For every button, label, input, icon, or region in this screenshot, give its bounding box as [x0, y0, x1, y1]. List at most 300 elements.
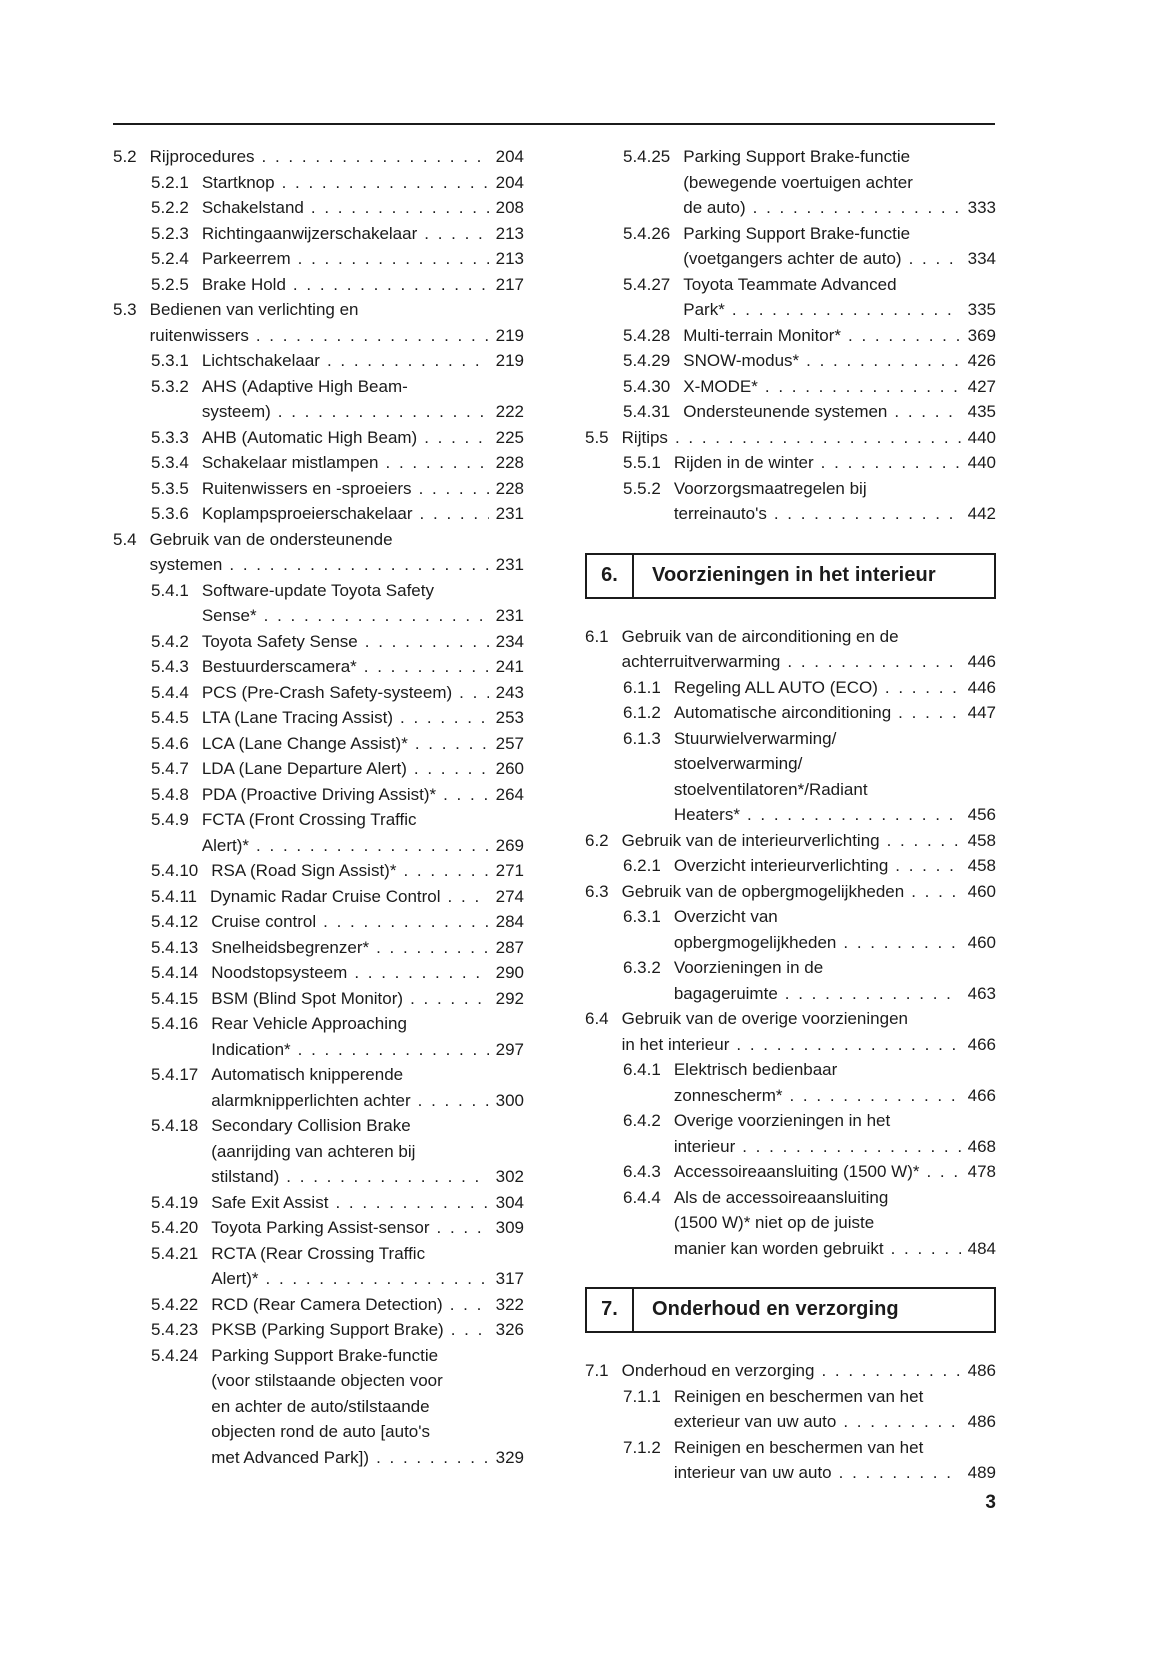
toc-entry-page: 333 [967, 198, 996, 217]
dot-leader [742, 1134, 960, 1160]
toc-entry-number: 5.2.4 [151, 249, 189, 268]
toc-entry-page: 460 [967, 881, 996, 901]
toc-entry-title: Gebruik van de interieurverlichting [621, 830, 880, 850]
dot-leader [365, 629, 489, 655]
toc-entry-page: 427 [967, 376, 996, 396]
toc-entry-last-line [211, 1317, 524, 1343]
toc-entry-number: 5.2.2 [151, 198, 189, 217]
toc-entry-title: (voetgangers achter de auto) [683, 249, 902, 268]
toc-entry-last-line [202, 195, 524, 221]
toc-entry-number: 6.1.1 [623, 677, 661, 697]
toc-entry-page: 466 [967, 1034, 996, 1054]
toc-entry-number: 5.4.18 [151, 1116, 199, 1135]
toc-entry-number: 5.4.19 [151, 1192, 199, 1212]
toc-entry-last-line [202, 833, 524, 859]
toc-entry-page: 335 [967, 300, 996, 319]
toc-entry-title-line: Parking Support Brake-functie [683, 223, 911, 243]
toc-entry-5-4-3 [113, 654, 524, 680]
toc-entry-page: 447 [967, 703, 996, 722]
toc-entry-page: 225 [495, 427, 524, 447]
toc-entry-page: 271 [495, 861, 524, 880]
toc-entry-number: 5.4.22 [151, 1294, 199, 1314]
section-number: 7. [587, 1289, 634, 1331]
toc-entry-title-line: Gebruik van de overige voorzieningen [621, 1009, 908, 1028]
toc-entry-number: 5.4.7 [151, 759, 189, 778]
toc-entry-title: Automatische airconditioning [673, 703, 892, 722]
toc-entry-title: interieur [673, 1136, 736, 1156]
toc-entry-last-line [202, 272, 524, 298]
header-rule [113, 123, 995, 125]
toc-entry-page: 317 [495, 1269, 524, 1288]
toc-entry-page: 204 [495, 147, 524, 166]
dot-leader [364, 654, 489, 680]
toc-entry-title-line: Software-update Toyota Safety [201, 580, 434, 600]
toc-entry-title-line: Rear Vehicle Approaching [211, 1014, 407, 1033]
toc-entry-5-4-13 [113, 935, 524, 961]
toc-entry-page: 204 [495, 172, 524, 192]
toc-entry-last-line [683, 246, 996, 272]
toc-entry-title-block [211, 858, 524, 884]
toc-entry-title-block [211, 1241, 524, 1292]
dot-leader [376, 1445, 489, 1471]
toc-entry-number: 6.2.1 [623, 856, 661, 875]
toc-column-right [585, 144, 996, 1486]
toc-entry-5-4-4 [113, 680, 524, 706]
toc-entry-last-line [674, 981, 996, 1007]
toc-entry-5-2-5 [113, 272, 524, 298]
dot-leader [785, 981, 961, 1007]
toc-entry-title-block [211, 1215, 524, 1241]
toc-entry-5-2-2 [113, 195, 524, 221]
toc-entry-title: Bestuurderscamera* [201, 657, 357, 676]
toc-entry-title-block [202, 374, 524, 425]
toc-entry-title-block [202, 731, 524, 757]
dot-leader [256, 323, 489, 349]
toc-entry-last-line [674, 501, 996, 527]
toc-entry-title-block [674, 853, 996, 879]
toc-entry-title-block [683, 348, 996, 374]
toc-entry-title-block [622, 624, 996, 675]
toc-entry-title: Parkeerrem [201, 249, 291, 268]
toc-entry-page: 304 [495, 1192, 524, 1212]
toc-entry-title-block [211, 909, 524, 935]
toc-entry-5-4-28 [585, 323, 996, 349]
toc-entry-number: 5.3.2 [151, 376, 189, 396]
toc-entry-title: Alert)* [211, 1269, 259, 1288]
toc-entry-title: LCA (Lane Change Assist)* [201, 733, 408, 753]
toc-entry-number: 5.2.1 [151, 172, 189, 192]
toc-entry-number: 5.3.1 [151, 351, 189, 370]
toc-entry-last-line [202, 705, 524, 731]
toc-entry-5-4-29 [585, 348, 996, 374]
toc-entry-number: 5.3.4 [151, 453, 189, 472]
toc-entry-title-line: Reinigen en beschermen van het [673, 1386, 924, 1406]
toc-entry-title-block [202, 195, 524, 221]
toc-entry-number: 5.4.26 [623, 223, 671, 243]
toc-entry-title-block [211, 986, 524, 1012]
toc-entry-page: 231 [495, 606, 524, 625]
toc-entry-number: 5.4.3 [151, 657, 189, 676]
toc-entry-6-4-4 [585, 1185, 996, 1262]
toc-entry-title: Onderhoud en verzorging [621, 1361, 815, 1380]
toc-entry-title: Accessoireaansluiting (1500 W)* [673, 1162, 920, 1181]
toc-entry-title-line: Bedienen van verlichting en [149, 300, 359, 319]
toc-entry-number: 5.3 [113, 300, 137, 319]
toc-entry-last-line [622, 879, 996, 905]
toc-entry-title: Ruitenwissers en -sproeiers [201, 478, 412, 498]
toc-entry-number: 5.3.5 [151, 478, 189, 498]
dot-leader [256, 833, 489, 859]
toc-entry-last-line [210, 884, 524, 910]
toc-entry-title-block [674, 1384, 996, 1435]
toc-entry-title-block [202, 476, 524, 502]
toc-entry-5-4-7 [113, 756, 524, 782]
toc-entry-page: 329 [495, 1447, 524, 1467]
toc-entry-5-3-6 [113, 501, 524, 527]
toc-entry-6-1 [585, 624, 996, 675]
toc-entry-last-line [211, 1164, 524, 1190]
dot-leader [821, 1358, 960, 1384]
toc-entry-7-1-1 [585, 1384, 996, 1435]
toc-entry-6-4-3 [585, 1159, 996, 1185]
toc-entry-5-2-4 [113, 246, 524, 272]
toc-entry-page: 486 [967, 1361, 996, 1380]
toc-entry-title-block [211, 1292, 524, 1318]
toc-entry-title-block [674, 700, 996, 726]
toc-entry-5-4-11 [113, 884, 524, 910]
toc-entry-number: 7.1 [585, 1361, 609, 1380]
toc-entry-last-line [674, 1134, 996, 1160]
dot-leader [282, 170, 489, 196]
toc-entry-title-block [674, 726, 996, 828]
toc-entry-last-line [674, 1460, 996, 1486]
dot-leader [911, 879, 960, 905]
toc-entry-title-line: Gebruik van de airconditioning en de [621, 626, 899, 646]
toc-entry-last-line [150, 323, 524, 349]
toc-entry-title: Koplampsproeierschakelaar [201, 504, 413, 523]
toc-entry-title: PCS (Pre-Crash Safety-systeem) [201, 682, 453, 702]
toc-entry-title: Indication* [211, 1039, 291, 1059]
toc-entry-6-4 [585, 1006, 996, 1057]
toc-entry-title-block [683, 374, 996, 400]
toc-entry-number: 6.4.3 [623, 1162, 661, 1181]
toc-entry-5-2 [113, 144, 524, 170]
toc-entry-6-1-3 [585, 726, 996, 828]
dot-leader [376, 935, 489, 961]
toc-entry-title: Snelheidsbegrenzer* [211, 937, 370, 957]
dot-leader [278, 399, 489, 425]
toc-entry-page: 440 [967, 453, 996, 472]
dot-leader [843, 1409, 960, 1435]
toc-entry-page: 219 [495, 351, 524, 370]
toc-entry-last-line [674, 1236, 996, 1262]
dot-leader [891, 1236, 961, 1262]
toc-entry-page: 440 [967, 427, 996, 447]
toc-entry-title: Overzicht interieurverlichting [673, 856, 889, 875]
toc-entry-5-2-3 [113, 221, 524, 247]
toc-entry-last-line [202, 476, 524, 502]
dot-leader [753, 195, 961, 221]
toc-entry-last-line [202, 399, 524, 425]
toc-entry-5-3-2 [113, 374, 524, 425]
dot-leader [747, 802, 961, 828]
toc-entry-last-line [202, 680, 524, 706]
toc-entry-title: opbergmogelijkheden [673, 932, 837, 952]
toc-entry-title: Schakelaar mistlampen [201, 453, 379, 472]
dot-leader [450, 1292, 489, 1318]
toc-entry-number: 5.4.20 [151, 1218, 199, 1237]
toc-entry-title-block [202, 348, 524, 374]
toc-entry-number: 6.3 [585, 881, 609, 901]
toc-entry-number: 5.4.25 [623, 147, 671, 166]
toc-entry-page: 217 [495, 274, 524, 294]
toc-entry-title: systemen [149, 555, 223, 574]
toc-entry-page: 213 [495, 223, 524, 243]
toc-entry-title-block [202, 654, 524, 680]
toc-entry-title: terreinauto's [673, 504, 767, 523]
toc-entry-number: 5.2.3 [151, 223, 189, 243]
toc-entry-title-block [202, 705, 524, 731]
toc-entry-6-4-1 [585, 1057, 996, 1108]
toc-entry-5-4-15 [113, 986, 524, 1012]
toc-entry-title-block [202, 680, 524, 706]
toc-entry-title-block [202, 501, 524, 527]
toc-entry-title: Toyota Safety Sense [201, 631, 358, 651]
toc-entry-title-line: (aanrijding van achteren bij [211, 1141, 416, 1161]
dot-leader [298, 1037, 489, 1063]
toc-entry-title: Alert)* [201, 835, 250, 855]
toc-entry-title: BSM (Blind Spot Monitor) [211, 988, 404, 1008]
toc-entry-last-line [622, 828, 996, 854]
toc-entry-last-line [211, 1088, 524, 1114]
toc-entry-title-line: objecten rond de auto [auto's [211, 1422, 431, 1441]
toc-entry-number: 5.2 [113, 147, 137, 166]
toc-entry-title-line: stoelventilatoren*/Radiant [673, 779, 868, 799]
toc-entry-page: 213 [495, 249, 524, 268]
toc-entry-title: Multi-terrain Monitor* [683, 325, 842, 345]
toc-entry-title: systeem) [201, 402, 271, 421]
dot-leader [736, 1032, 960, 1058]
dot-leader [264, 603, 489, 629]
toc-entry-title: Rijprocedures [149, 147, 255, 166]
toc-entry-last-line [683, 374, 996, 400]
toc-entry-page: 442 [967, 504, 996, 523]
toc-entry-title-block [683, 144, 996, 221]
toc-entry-number: 6.1.3 [623, 728, 661, 748]
toc-entry-number: 5.4.12 [151, 912, 199, 931]
toc-entry-title-block [211, 1190, 524, 1216]
toc-entry-page: 292 [495, 988, 524, 1008]
toc-entry-5-4-20 [113, 1215, 524, 1241]
toc-entry-title-block [674, 904, 996, 955]
toc-entry-number: 5.4.9 [151, 810, 189, 829]
toc-entry-5-4-30 [585, 374, 996, 400]
toc-entry-page: 486 [967, 1412, 996, 1431]
toc-entry-5-4 [113, 527, 524, 578]
toc-entry-page: 241 [495, 657, 524, 676]
toc-entry-page: 478 [967, 1162, 996, 1181]
dot-leader [311, 195, 489, 221]
toc-entry-title-block [674, 1057, 996, 1108]
toc-entry-title: interieur van uw auto [673, 1463, 832, 1482]
toc-entry-title: Cruise control [211, 912, 317, 931]
toc-entry-last-line [622, 1358, 996, 1384]
toc-entry-title: Safe Exit Assist [211, 1192, 329, 1212]
dot-leader [262, 144, 489, 170]
dot-leader [419, 476, 489, 502]
toc-entry-title-line: Toyota Teammate Advanced [683, 274, 897, 294]
toc-entry-page: 284 [495, 912, 524, 931]
dot-leader [806, 348, 960, 374]
toc-entry-last-line [202, 170, 524, 196]
toc-entry-title-line: Overige voorzieningen in het [673, 1111, 891, 1130]
toc-entry-number: 5.4.23 [151, 1320, 199, 1339]
toc-entry-5-2-1 [113, 170, 524, 196]
toc-entry-number: 5.4.21 [151, 1243, 199, 1263]
dot-leader [459, 680, 488, 706]
toc-entry-title-line: Voorzieningen in de [673, 958, 824, 977]
toc-entry-page: 260 [495, 759, 524, 778]
toc-entry-5-4-23 [113, 1317, 524, 1343]
toc-entry-last-line [202, 756, 524, 782]
toc-entry-page: 446 [967, 652, 996, 671]
toc-entry-6-3 [585, 879, 996, 905]
dot-leader [787, 649, 960, 675]
toc-entry-title: ruitenwissers [149, 325, 249, 345]
dot-leader [437, 1215, 489, 1241]
toc-entry-5-4-9 [113, 807, 524, 858]
toc-entry-title-line: Als de accessoireaansluiting [673, 1187, 889, 1207]
dot-leader [898, 700, 960, 726]
dot-leader [774, 501, 961, 527]
toc-entry-title-block [211, 935, 524, 961]
toc-entry-last-line [150, 552, 524, 578]
toc-entry-last-line [683, 195, 996, 221]
toc-entry-5-4-22 [113, 1292, 524, 1318]
toc-entry-page: 468 [967, 1136, 996, 1156]
toc-column-left [113, 144, 524, 1470]
toc-entry-title: alarmknipperlichten achter [211, 1090, 411, 1110]
toc-entry-7-1 [585, 1358, 996, 1384]
toc-entry-last-line [674, 700, 996, 726]
toc-entry-title: manier kan worden gebruikt [673, 1238, 884, 1258]
toc-entry-title-block [683, 399, 996, 425]
toc-entry-title-block [211, 1343, 524, 1471]
toc-entry-title: Noodstopsysteem [211, 963, 348, 982]
toc-entry-number: 5.5.2 [623, 478, 661, 498]
toc-entry-page: 456 [967, 805, 996, 824]
dot-leader [400, 705, 489, 731]
toc-entry-5-4-19 [113, 1190, 524, 1216]
toc-entry-last-line [150, 144, 524, 170]
toc-entry-title-block [211, 1317, 524, 1343]
toc-entry-title-block [202, 425, 524, 451]
toc-entry-last-line [674, 1409, 996, 1435]
toc-entry-title-line: AHS (Adaptive High Beam- [201, 376, 408, 396]
dot-leader [335, 1190, 488, 1216]
toc-entry-5-4-27 [585, 272, 996, 323]
dot-leader [839, 1460, 961, 1486]
toc-entry-title: stilstand) [211, 1167, 280, 1186]
section-title: Voorzieningen in het interieur [652, 563, 936, 586]
toc-entry-last-line [211, 1266, 524, 1292]
toc-entry-title: exterieur van uw auto [673, 1412, 837, 1431]
toc-entry-number: 6.4.1 [623, 1060, 661, 1079]
toc-entry-page: 302 [495, 1167, 524, 1186]
toc-entry-last-line [674, 675, 996, 701]
toc-entry-page: 264 [495, 784, 524, 804]
toc-entry-title-block [202, 756, 524, 782]
toc-entry-number: 6.3.2 [623, 958, 661, 977]
toc-entry-number: 6.4.4 [623, 1187, 661, 1207]
toc-entry-title-line: Parking Support Brake-functie [211, 1345, 439, 1365]
dot-leader [420, 501, 489, 527]
dot-leader [403, 858, 488, 884]
toc-entry-title: PDA (Proactive Driving Assist)* [201, 784, 437, 804]
toc-entry-page: 243 [495, 682, 524, 702]
toc-entry-6-3-2 [585, 955, 996, 1006]
toc-entry-title: Sense* [201, 606, 257, 625]
toc-entry-5-3 [113, 297, 524, 348]
toc-entry-title-block [210, 884, 524, 910]
toc-entry-page: 274 [495, 886, 524, 906]
toc-entry-5-4-5 [113, 705, 524, 731]
dot-leader [789, 1083, 960, 1109]
toc-entry-number: 5.4.10 [151, 861, 199, 880]
toc-entry-title-block [622, 879, 996, 905]
toc-entry-5-3-4 [113, 450, 524, 476]
toc-entry-title-line: Secondary Collision Brake [211, 1116, 411, 1135]
toc-entry-title: PKSB (Parking Support Brake) [211, 1320, 444, 1339]
toc-entry-title: in het interieur [621, 1034, 730, 1054]
toc-entry-title-line: Reinigen en beschermen van het [673, 1437, 924, 1457]
toc-entry-number: 5.4.30 [623, 376, 671, 396]
toc-entry-5-4-16 [113, 1011, 524, 1062]
toc-entry-page: 208 [495, 198, 524, 217]
toc-entry-number: 5.2.5 [151, 274, 189, 294]
toc-entry-number: 6.1.2 [623, 703, 661, 722]
dot-leader [909, 246, 961, 272]
toc-entry-title-block [622, 828, 996, 854]
toc-entry-last-line [202, 246, 524, 272]
toc-entry-7-1-2 [585, 1435, 996, 1486]
toc-entry-title-line: FCTA (Front Crossing Traffic [201, 810, 417, 829]
toc-entry-5-3-5 [113, 476, 524, 502]
toc-entry-title-block [683, 323, 996, 349]
toc-entry-5-4-14 [113, 960, 524, 986]
toc-entry-page: 458 [967, 830, 996, 850]
toc-entry-last-line [202, 348, 524, 374]
dot-leader [451, 1317, 489, 1343]
toc-entry-page: 234 [495, 631, 524, 651]
toc-entry-last-line [202, 629, 524, 655]
toc-entry-last-line [622, 1032, 996, 1058]
toc-entry-title: Regeling ALL AUTO (ECO) [673, 677, 878, 697]
section-header-7 [585, 1287, 996, 1333]
toc-entry-last-line [202, 425, 524, 451]
toc-entry-title-block [202, 246, 524, 272]
toc-entry-page: 228 [495, 478, 524, 498]
toc-entry-title: LDA (Lane Departure Alert) [201, 759, 407, 778]
toc-entry-number: 5.4.1 [151, 580, 189, 600]
toc-entry-title-line: Parking Support Brake-functie [683, 147, 911, 166]
toc-entry-5-5 [585, 425, 996, 451]
toc-entry-page: 309 [495, 1218, 524, 1237]
toc-entry-last-line [674, 1159, 996, 1185]
toc-entry-number: 5.4.2 [151, 631, 189, 651]
toc-entry-title-block [211, 1011, 524, 1062]
dot-leader [266, 1266, 489, 1292]
